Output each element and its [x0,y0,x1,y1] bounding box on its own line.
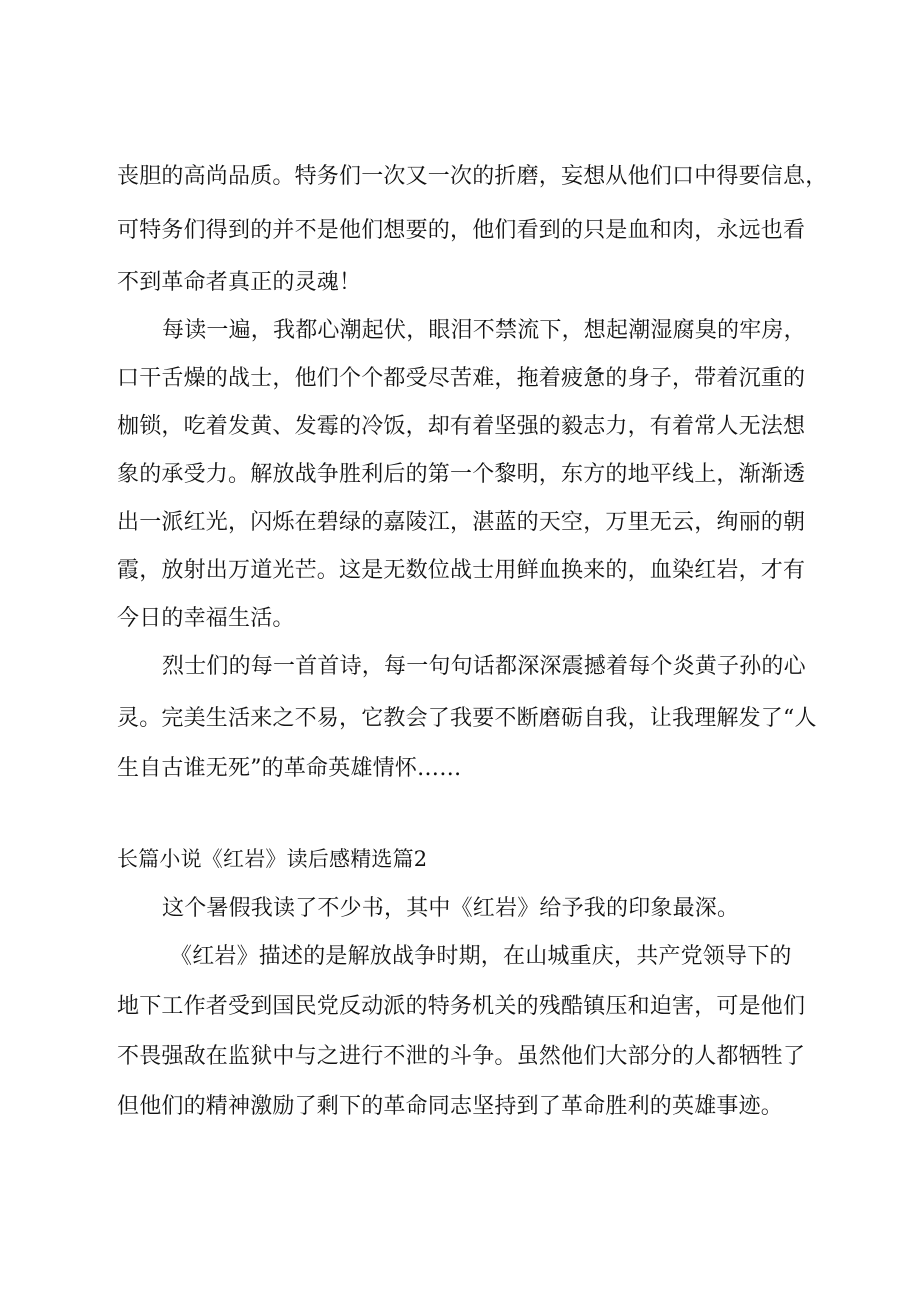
paragraph-line: 出一派红光，闪烁在碧绿的嘉陵江，湛蓝的天空，万里无云，绚丽的朝 [117,510,806,535]
paragraph-line: 这个暑假我读了不少书，其中《红岩》给予我的印象最深。 [162,896,740,921]
paragraph-line: 地下工作者受到国民党反动派的特务机关的残酷镇压和迫害，可是他们 [117,994,806,1019]
paragraph-line: 象的承受力。解放战争胜利后的第一个黎明，东方的地平线上，渐渐透 [117,462,806,487]
paragraph-line: 但他们的精神激励了剩下的革命同志坚持到了革命胜利的英雄事迹。 [117,1094,784,1119]
paragraph-line: 灵。完美生活来之不易，它教会了我要不断磨砺自我，让我理解发了“人 [117,706,817,731]
paragraph-line: 丧胆的高尚品质。特务们一次又一次的折磨，妄想从他们口中得要信息， [117,164,828,189]
paragraph-line: 可特务们得到的并不是他们想要的，他们看到的只是血和肉，永远也看 [117,218,806,243]
paragraph-line: 《红岩》描述的是解放战争时期，在山城重庆，共产党领导下的 [170,944,792,969]
paragraph-line: 不畏强敌在监狱中与之进行不泄的斗争。虽然他们大部分的人都牺牲了 [117,1044,806,1069]
section-heading: 长篇小说《红岩》读后感精选篇2 [117,847,428,871]
paragraph-line: 口干舌燥的战士，他们个个都受尽苦难，拖着疲惫的身子，带着沉重的 [117,366,806,391]
paragraph-line: 生自古谁无死”的革命英雄情怀…… [117,756,462,781]
paragraph-line: 烈士们的每一首首诗，每一句句话都深深震撼着每个炎黄子孙的心 [162,654,806,679]
paragraph-line: 枷锁，吃着发黄、发霉的冷饭，却有着坚强的毅志力，有着常人无法想 [117,414,806,439]
paragraph-line: 不到革命者真正的灵魂！ [117,270,362,295]
paragraph-line: 每读一遍，我都心潮起伏，眼泪不禁流下，想起潮湿腐臭的牢房， [162,318,806,343]
paragraph-line: 霞，放射出万道光芒。这是无数位战士用鲜血换来的，血染红岩，才有 [117,558,806,583]
paragraph-line: 今日的幸福生活。 [117,606,295,631]
